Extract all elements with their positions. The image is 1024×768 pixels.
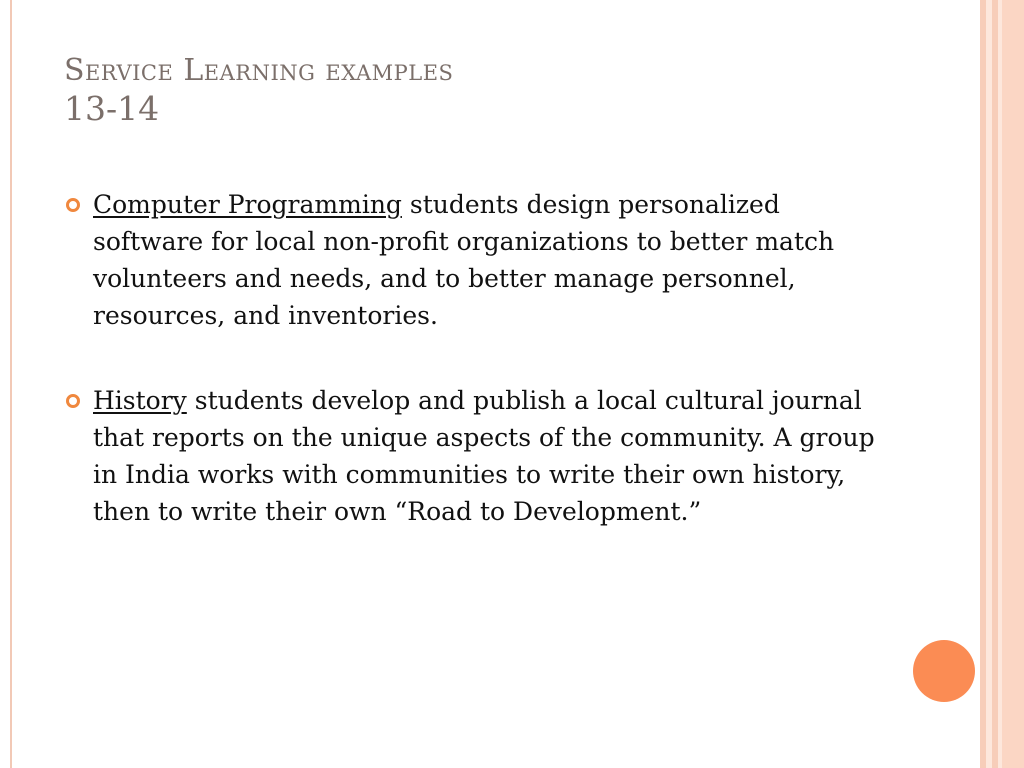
bullet-text bbox=[93, 190, 834, 330]
left-border-line bbox=[10, 0, 12, 768]
bullet-item bbox=[64, 382, 894, 530]
bullet-item bbox=[64, 186, 894, 334]
bullet-body: students design personalized software for local non-profit organizations to better match volunteers and needs, and to better manage personnel, resources, and inventories. bbox=[93, 190, 835, 330]
slide-content bbox=[64, 186, 894, 578]
bullet-text bbox=[93, 386, 875, 526]
orange-circle-decoration bbox=[913, 640, 975, 702]
ring-bullet-icon bbox=[66, 394, 80, 408]
bullet-body: students develop and publish a local cultural journal that reports on the unique aspects of the community. A group in India works with communities to write their own history, then to write their own “Road to Development.” bbox=[93, 386, 875, 526]
bullet-subject: History bbox=[93, 386, 187, 415]
right-stripe-5 bbox=[1002, 0, 1024, 768]
slide-title bbox=[64, 52, 453, 130]
title-line-2: 13-14 bbox=[64, 89, 160, 129]
bullet-subject: Computer Programming bbox=[93, 190, 402, 219]
ring-bullet-icon bbox=[66, 198, 80, 212]
title-line-1: Service Learning examples bbox=[64, 53, 454, 88]
